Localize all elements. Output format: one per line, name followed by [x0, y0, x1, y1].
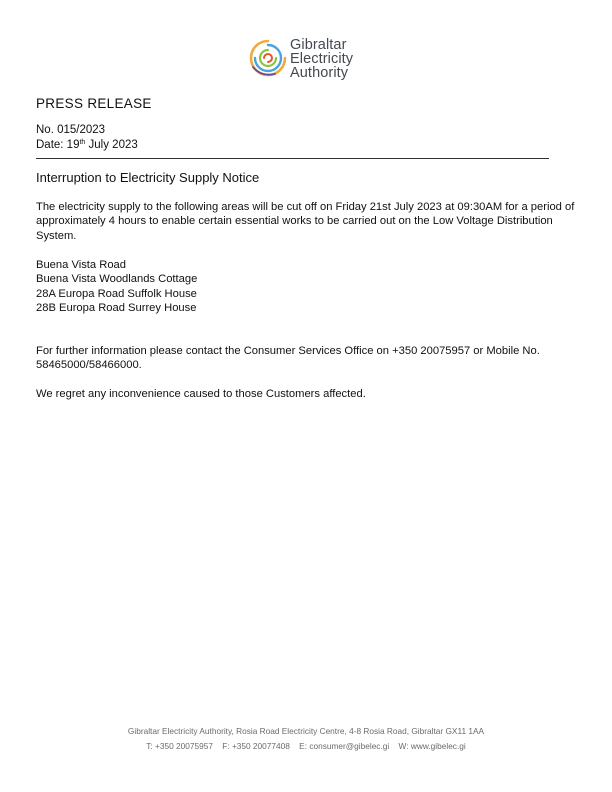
- page-footer: [0, 724, 612, 754]
- release-date: [36, 138, 138, 153]
- footer-tel: T: +350 20075957: [146, 741, 213, 751]
- logo-line-1: Gibraltar: [290, 37, 347, 53]
- area-item: 28A Europa Road Suffolk House: [36, 287, 197, 300]
- logo-line-3: Authority: [290, 65, 349, 81]
- document-meta: [36, 123, 138, 152]
- footer-contacts: [0, 739, 612, 754]
- contact-paragraph: For further information please contact the Consumer Services Office on +350 20075957 or Mobile No. 58465000/58466000.: [36, 345, 540, 372]
- apology-paragraph: We regret any inconvenience caused to those Customers affected.: [36, 388, 366, 400]
- release-number: No. 015/2023: [36, 124, 106, 136]
- logo-line-2: Electricity: [290, 51, 354, 67]
- gea-logo: [247, 36, 377, 86]
- footer-web[interactable]: W: www.gibelec.gi: [398, 741, 466, 751]
- footer-email[interactable]: E: consumer@gibelec.gi: [299, 741, 390, 751]
- logo-wordmark: [290, 38, 353, 80]
- area-item: Buena Vista Woodlands Cottage: [36, 273, 198, 286]
- date-rest: July 2023: [85, 138, 138, 151]
- footer-fax: F: +350 20077408: [222, 741, 290, 751]
- date-ordinal: th: [79, 138, 86, 146]
- footer-address: Gibraltar Electricity Authority, Rosia Road Electricity Centre, 4-8 Rosia Road, Gibraltar GX11 1AA: [127, 726, 485, 736]
- affected-areas-list: [36, 258, 576, 316]
- area-item: Buena Vista Road: [36, 259, 126, 271]
- document-type-label: PRESS RELEASE: [36, 96, 152, 111]
- notice-heading: Interruption to Electricity Supply Notice: [36, 170, 260, 185]
- header-divider: [36, 158, 549, 159]
- notice-intro: The electricity supply to the following areas will be cut off on Friday 21st July 2023 at 09:30AM for a period of approximately 4 hours to enable certain essential works to be carried out on the Low Voltage Distribution System.: [36, 201, 575, 242]
- date-prefix: Date: 19: [36, 138, 80, 151]
- gea-spiral-logo-icon: [247, 37, 289, 79]
- area-item: 28B Europa Road Surrey House: [36, 302, 197, 315]
